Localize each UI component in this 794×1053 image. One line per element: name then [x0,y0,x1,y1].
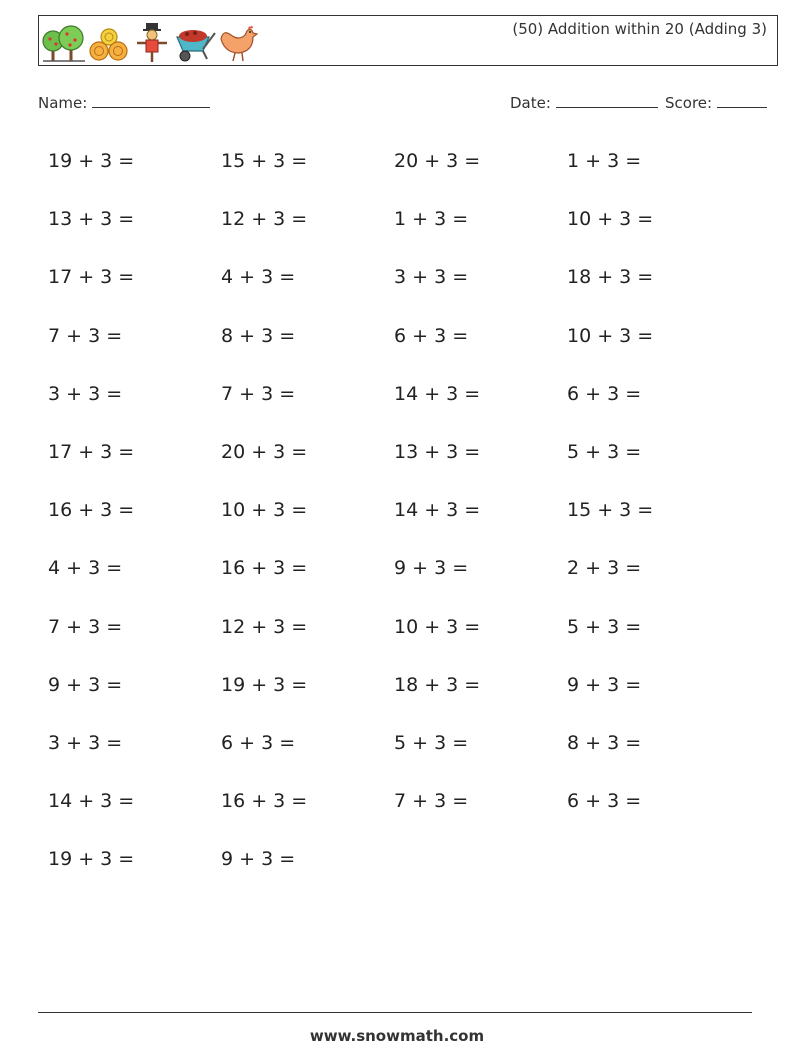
problem-12-2: 16 + 3 = [221,790,308,813]
problem-1-2: 15 + 3 = [221,150,308,172]
problem-8-2: 16 + 3 = [221,557,308,580]
problem-9-2: 12 + 3 = [221,615,308,638]
date-blank[interactable] [556,93,658,108]
name-label: Name: [38,94,88,112]
problem-7-3: 14 + 3 = [394,499,481,522]
problem-5-2: 7 + 3 = [221,382,296,405]
score-blank[interactable] [717,93,767,108]
problem-11-3: 5 + 3 = [394,732,469,754]
problem-4-2: 8 + 3 = [221,324,296,347]
problem-3-1: 17 + 3 = [48,266,135,289]
scarecrow-icon [131,21,173,63]
problem-1-4: 1 + 3 = [567,150,642,172]
problem-8-4: 2 + 3 = [567,557,642,580]
problem-12-3: 7 + 3 = [394,790,469,813]
footer-divider [38,1012,752,1013]
problem-1-3: 20 + 3 = [394,150,481,172]
problem-5-1: 3 + 3 = [48,382,123,405]
problem-13-2: 9 + 3 = [221,848,296,871]
problem-2-2: 12 + 3 = [221,208,308,231]
problem-11-4: 8 + 3 = [567,732,642,754]
header-box [38,15,778,66]
problem-8-3: 9 + 3 = [394,557,469,580]
problem-1-1: 19 + 3 = [48,150,135,172]
score-label: Score: [665,94,713,112]
problem-6-3: 13 + 3 = [394,441,481,463]
problem-13-1: 19 + 3 = [48,848,135,871]
problem-9-3: 10 + 3 = [394,615,481,638]
problem-2-4: 10 + 3 = [567,208,654,231]
worksheet-title: (50) Addition within 20 (Adding 3) [512,20,767,38]
problem-3-2: 4 + 3 = [221,266,296,289]
name-field [38,93,210,112]
problem-6-2: 20 + 3 = [221,441,308,463]
problem-6-4: 5 + 3 = [567,441,642,463]
score-field [665,93,767,112]
problem-11-2: 6 + 3 = [221,732,296,754]
problem-3-3: 3 + 3 = [394,266,469,289]
problem-11-1: 3 + 3 = [48,732,123,754]
name-blank[interactable] [92,93,210,108]
problem-5-3: 14 + 3 = [394,382,481,405]
date-field [510,93,658,112]
problem-5-4: 6 + 3 = [567,382,642,405]
wheelbarrow-icon [173,21,217,63]
problem-7-1: 16 + 3 = [48,499,135,522]
trees-icon [41,21,87,63]
problem-2-1: 13 + 3 = [48,208,135,231]
footer-url: www.snowmath.com [309,1027,485,1045]
problem-10-4: 9 + 3 = [567,673,642,696]
hay-bales-icon [87,21,131,63]
hen-icon [217,21,261,63]
problem-4-4: 10 + 3 = [567,324,654,347]
problem-4-3: 6 + 3 = [394,324,469,347]
problem-12-1: 14 + 3 = [48,790,135,813]
problem-9-1: 7 + 3 = [48,615,123,638]
problem-8-1: 4 + 3 = [48,557,123,580]
problem-10-3: 18 + 3 = [394,673,481,696]
problem-10-1: 9 + 3 = [48,673,123,696]
problem-12-4: 6 + 3 = [567,790,642,813]
problem-9-4: 5 + 3 = [567,615,642,638]
problem-7-2: 10 + 3 = [221,499,308,522]
problem-7-4: 15 + 3 = [567,499,654,522]
date-label: Date: [510,94,551,112]
problem-10-2: 19 + 3 = [221,673,308,696]
problem-4-1: 7 + 3 = [48,324,123,347]
problem-6-1: 17 + 3 = [48,441,135,463]
problem-3-4: 18 + 3 = [567,266,654,289]
header-icons [41,21,261,63]
problem-2-3: 1 + 3 = [394,208,469,231]
